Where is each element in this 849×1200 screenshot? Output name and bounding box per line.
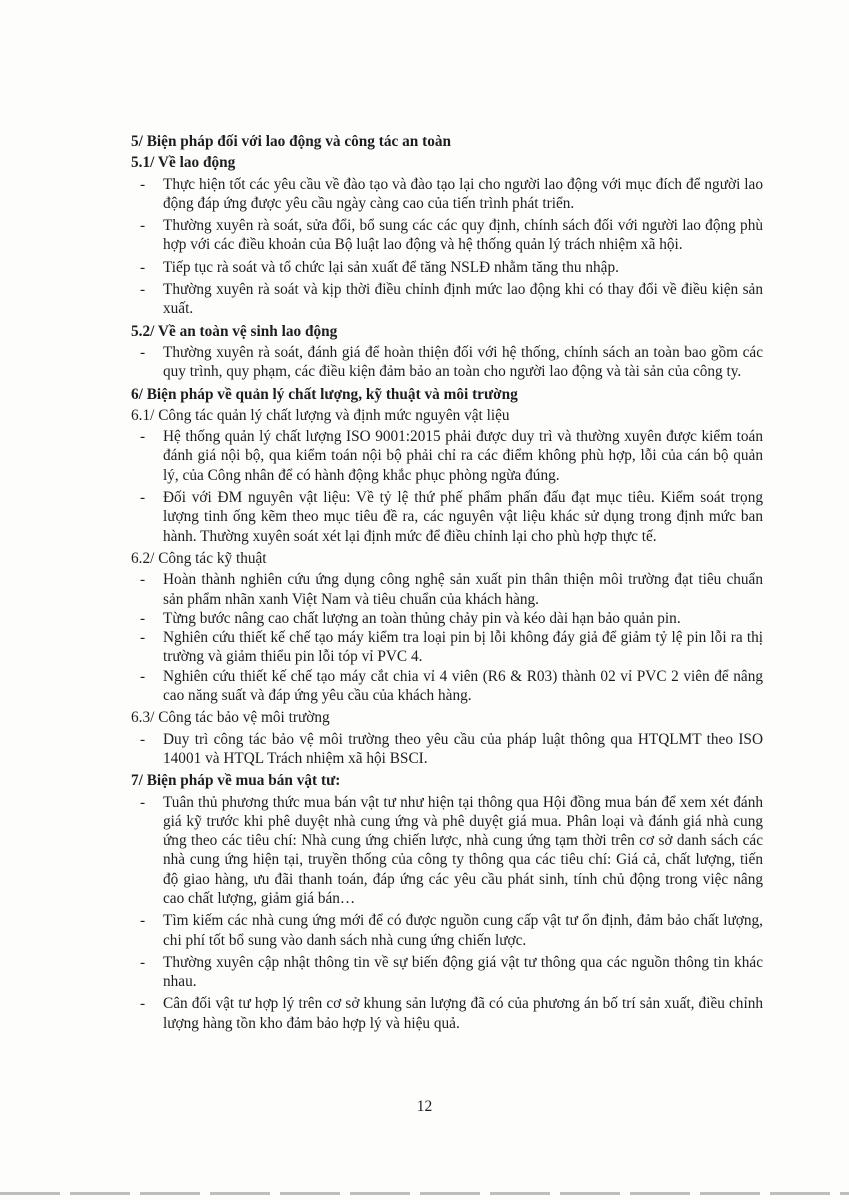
subsection-heading: 5.1/ Về lao động <box>131 154 236 172</box>
bullet-text: Thực hiện tốt các yêu cầu về đào tạo và đào tạo lại cho người lao động với mục đích để người lao động đáp ứng được yêu cầu ngày càng cao của tiến trình phát triển. <box>163 175 763 212</box>
section-heading: 5/ Biện pháp đối với lao động và công tác an toàn <box>131 133 451 150</box>
subsection-heading: 6.3/ Công tác bảo vệ môi trường <box>131 709 330 727</box>
bullet-text: Thường xuyên rà soát, sửa đổi, bổ sung các các quy định, chính sách đối với người lao động phù hợp với các điều khoản của Bộ luật lao động và hệ thống quản lý trách nhiệm xã hội. <box>163 217 763 254</box>
bullet-text: Tìm kiếm các nhà cung ứng mới để có được nguồn cung cấp vật tư ổn định, đảm bảo chất lượng, chi phí tốt bổ sung vào danh sách nhà cung ứng chiến lược. <box>163 912 763 949</box>
document-body <box>131 132 763 1036</box>
bullet-dash: - <box>140 953 146 971</box>
bullet-text: Duy trì công tác bảo vệ môi trường theo yêu cầu của pháp luật thông qua HTQLMT theo ISO 14001 và HTQL Trách nhiệm xã hội BSCI. <box>163 730 763 767</box>
bullet-item <box>131 280 763 319</box>
bullet-item <box>131 216 763 255</box>
scan-edge-artifact <box>0 1192 849 1195</box>
subsection-heading: 5.2/ Về an toàn vệ sinh lao động <box>131 322 338 340</box>
bullet-dash: - <box>140 343 146 361</box>
bullet-item <box>131 488 763 546</box>
bullet-item <box>131 667 763 706</box>
bullet-dash: - <box>140 667 146 685</box>
section-heading: 7/ Biện pháp về mua bán vật tư: <box>131 772 341 790</box>
bullet-dash: - <box>140 489 146 507</box>
bullet-dash: - <box>140 428 146 446</box>
bullet-text: Nghiên cứu thiết kế chế tạo máy kiểm tra loại pin bị lỗi không đáy giả để giảm tỷ lệ pin lỗi ra thị trường và giảm thiểu pin lỗi tóp vỉ PVC 4. <box>163 629 763 666</box>
bullet-text: Thường xuyên rà soát và kịp thời điều chỉnh định mức lao động khi có thay đổi về điều kiện sản xuất. <box>163 281 763 318</box>
bullet-item <box>131 427 763 485</box>
bullet-text: Thường xuyên rà soát, đánh giá để hoàn thiện đối với hệ thống, chính sách an toàn bao gồm các quy trình, quy phạm, các điều kiện đảm bảo an toàn cho người lao động và tài sản của công ty. <box>163 343 763 381</box>
bullet-item <box>131 609 763 628</box>
subsection-heading: 6.1/ Công tác quản lý chất lượng và định mức nguyên vật liệu <box>131 406 510 424</box>
page-number: 12 <box>416 1098 433 1115</box>
bullet-item <box>131 730 763 769</box>
bullet-item <box>131 343 763 382</box>
subsection-heading: 6.2/ Công tác kỹ thuật <box>131 549 267 567</box>
bullet-dash: - <box>140 175 146 193</box>
bullet-text: Đối với ĐM nguyên vật liệu: Về tỷ lệ thứ phế phẩm phấn đấu đạt mục tiêu. Kiểm soát trọng lượng tinh ống kẽm theo mục tiêu đề ra, các nguyên vật liệu khác sử dụng trong định mức ban hành. Thường xuyên soát xét lại định mức để điều chỉnh lại cho phù hợp thực tế. <box>163 489 763 545</box>
bullet-item <box>131 258 763 277</box>
bullet-dash: - <box>140 995 146 1013</box>
bullet-text: Nghiên cứu thiết kế chế tạo máy cắt chia vỉ 4 viên (R6 & R03) thành 02 vỉ PVC 2 viên để nâng cao năng suất và đáp ứng yêu cầu của khách hàng. <box>163 667 763 705</box>
bullet-text: Tiếp tục rà soát và tổ chức lại sản xuất để tăng NSLĐ nhằm tăng thu nhập. <box>163 258 619 276</box>
bullet-text: Hoàn thành nghiên cứu ứng dụng công nghệ sản xuất pin thân thiện môi trường đạt tiêu chuẩn sản phẩm nhãn xanh Việt Nam và tiêu chuẩn của khách hàng. <box>163 571 763 608</box>
bullet-dash: - <box>140 258 146 276</box>
bullet-text: Tuân thủ phương thức mua bán vật tư như hiện tại thông qua Hội đồng mua bán để xem xét đánh giá kỹ trước khi phê duyệt nhà cung ứng và phê duyệt giá mua. Phân loại và đánh giá nhà cung ứng theo các tiêu chí: Nhà cung ứng chiến lược, nhà cung ứng tạm thời trên cơ sở danh sách các nhà cung ứng hiện tại, truyền thống của công ty thông qua các tiêu chí: Giá cả, chất lượng, tiến độ giao hàng, ưu đãi thanh toán, đáp ứng các yêu cầu phát sinh, tính chủ động trong việc nâng cao chất lượng, giảm giá bán… <box>163 793 763 907</box>
bullet-item <box>131 793 763 909</box>
bullet-dash: - <box>140 217 146 235</box>
bullet-item <box>131 570 763 609</box>
bullet-item <box>131 628 763 667</box>
bullet-dash: - <box>140 571 146 589</box>
bullet-item <box>131 953 763 992</box>
bullet-dash: - <box>140 730 146 748</box>
bullet-dash: - <box>140 281 146 299</box>
bullet-dash: - <box>140 912 146 930</box>
bullet-item <box>131 994 763 1033</box>
bullet-text: Cân đối vật tư hợp lý trên cơ sở khung sản lượng đã có của phương án bố trí sản xuất, điều chỉnh lượng hàng tồn kho đảm bảo hợp lý và hiệu quả. <box>163 995 763 1032</box>
bullet-text: Thường xuyên cập nhật thông tin về sự biến động giá vật tư thông qua các nguồn thông tin khác nhau. <box>163 953 763 991</box>
bullet-text: Từng bước nâng cao chất lượng an toàn thủng chảy pin và kéo dài hạn bảo quản pin. <box>163 609 681 627</box>
bullet-item <box>131 911 763 950</box>
section-heading: 6/ Biện pháp về quản lý chất lượng, kỹ thuật và môi trường <box>131 385 518 403</box>
bullet-text: Hệ thống quản lý chất lượng ISO 9001:2015 phải được duy trì và thường xuyên được kiểm toán đánh giá nội bộ, qua kiểm toán nội bộ phải chỉ ra các điểm không phù hợp, lỗi của cán bộ quản lý, của Công nhân để có hành động khắc phục phòng ngừa đúng. <box>163 428 763 484</box>
bullet-item <box>131 175 763 214</box>
bullet-dash: - <box>140 793 146 811</box>
bullet-dash: - <box>140 609 146 627</box>
bullet-dash: - <box>140 629 146 647</box>
